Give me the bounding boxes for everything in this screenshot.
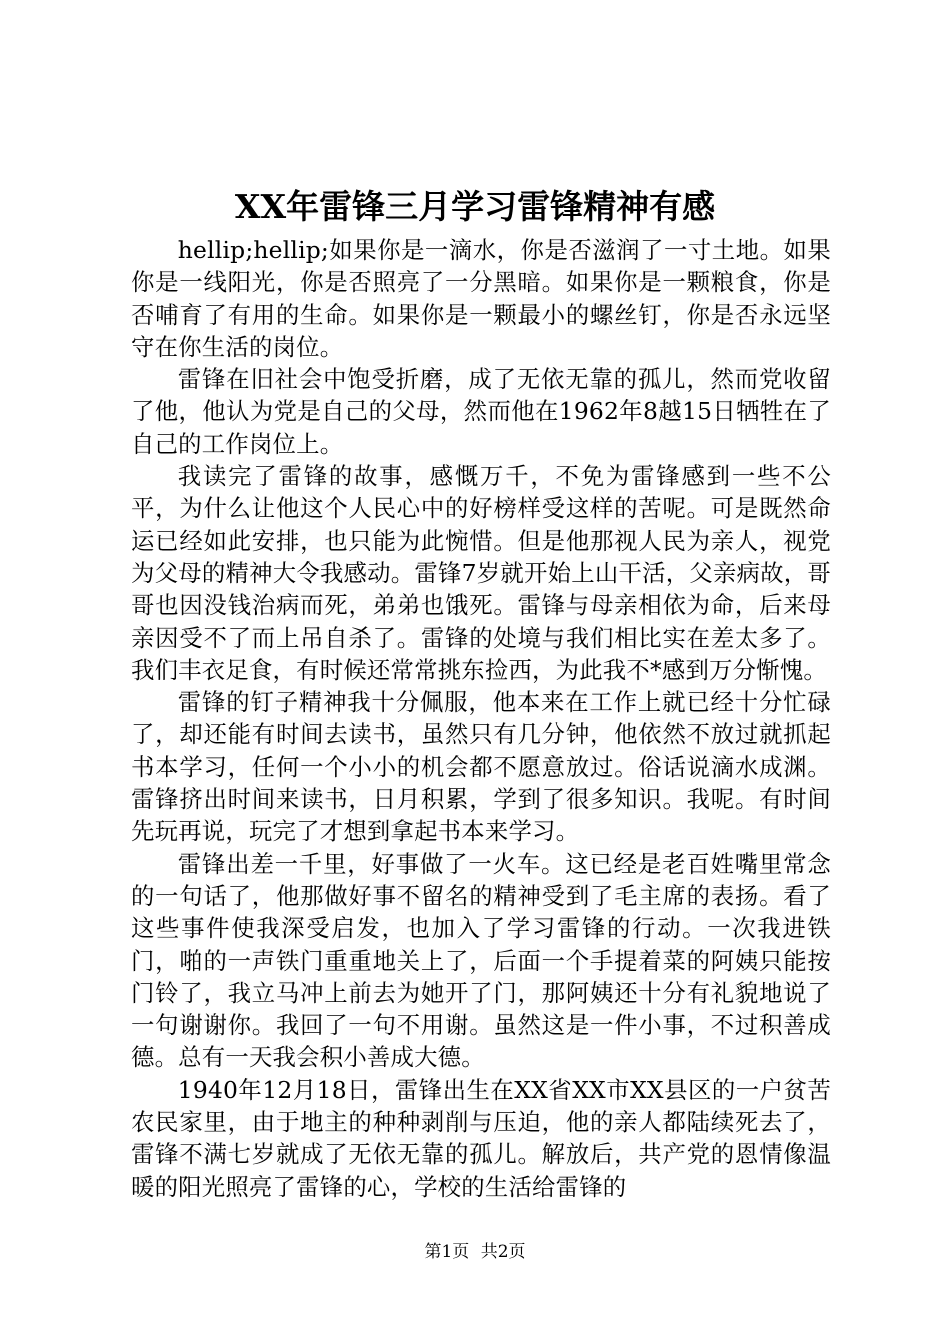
page-number-current: 第1页 [424, 1242, 470, 1262]
paragraph-6: 1940年12月18日，雷锋出生在XX省XX市XX县区的一户贫苦农民家里，由于地主的种种剥削与压迫，他的亲人都陆续死去了，雷锋不满七岁就成了无依无靠的孤儿。解放后，共产党的恩情像温暖的阳光照亮了雷锋的心，学校的生活给雷锋的 [131, 1075, 831, 1201]
paragraph-2: 雷锋在旧社会中饱受折磨，成了无依无靠的孤儿，然而党收留了他，他认为党是自己的父母，然而他在1962年8越15日牺牲在了自己的工作岗位上。 [131, 365, 831, 458]
page-number-total: 共2页 [480, 1242, 526, 1262]
document-body [131, 234, 831, 1203]
paragraph-1: hellip;hellip;如果你是一滴水，你是否滋润了一寸土地。如果你是一线阳光，你是否照亮了一分黑暗。如果你是一颗粮食，你是否哺育了有用的生命。如果你是一颗最小的螺丝钉，你是否永远坚守在你生活的岗位。 [131, 236, 831, 361]
paragraph-3: 我读完了雷锋的故事，感慨万千，不免为雷锋感到一些不公平，为什么让他这个人民心中的好榜样受这样的苦呢。可是既然命运已经如此安排，也只能为此惋惜。但是他那视人民为亲人，视党为父母的精神大令我感动。雷锋7岁就开始上山干活，父亲病故，哥哥也因没钱治病而死，弟弟也饿死。雷锋与母亲相依为命，后来母亲因受不了而上吊自杀了。雷锋的处境与我们相比实在差太多了。我们丰衣足食，有时候还常常挑东捡西，为此我不*感到万分惭愧。 [131, 462, 831, 684]
document-title: XX年雷锋三月学习雷锋精神有感 [234, 187, 716, 226]
paragraph-5: 雷锋出差一千里，好事做了一火车。这已经是老百姓嘴里常念的一句话了，他那做好事不留名的精神受到了毛主席的表扬。看了这些事件使我深受启发，也加入了学习雷锋的行动。一次我进铁门，啪的一声铁门重重地关上了，后面一个手提着菜的阿姨只能按门铃了，我立马冲上前去为她开了门，那阿姨还十分有礼貌地说了一句谢谢你。我回了一句不用谢。虽然这是一件小事，不过积善成德。总有一天我会积小善成大德。 [131, 849, 831, 1072]
page-footer [0, 1240, 950, 1264]
paragraph-4: 雷锋的钉子精神我十分佩服，他本来在工作上就已经十分忙碌了，却还能有时间去读书，虽然只有几分钟，他依然不放过就抓起书本学习，任何一个小小的机会都不愿意放过。俗话说滴水成渊。雷锋挤出时间来读书，日月积累，学到了很多知识。我呢。有时间先玩再说，玩完了才想到拿起书本来学习。 [131, 688, 831, 846]
